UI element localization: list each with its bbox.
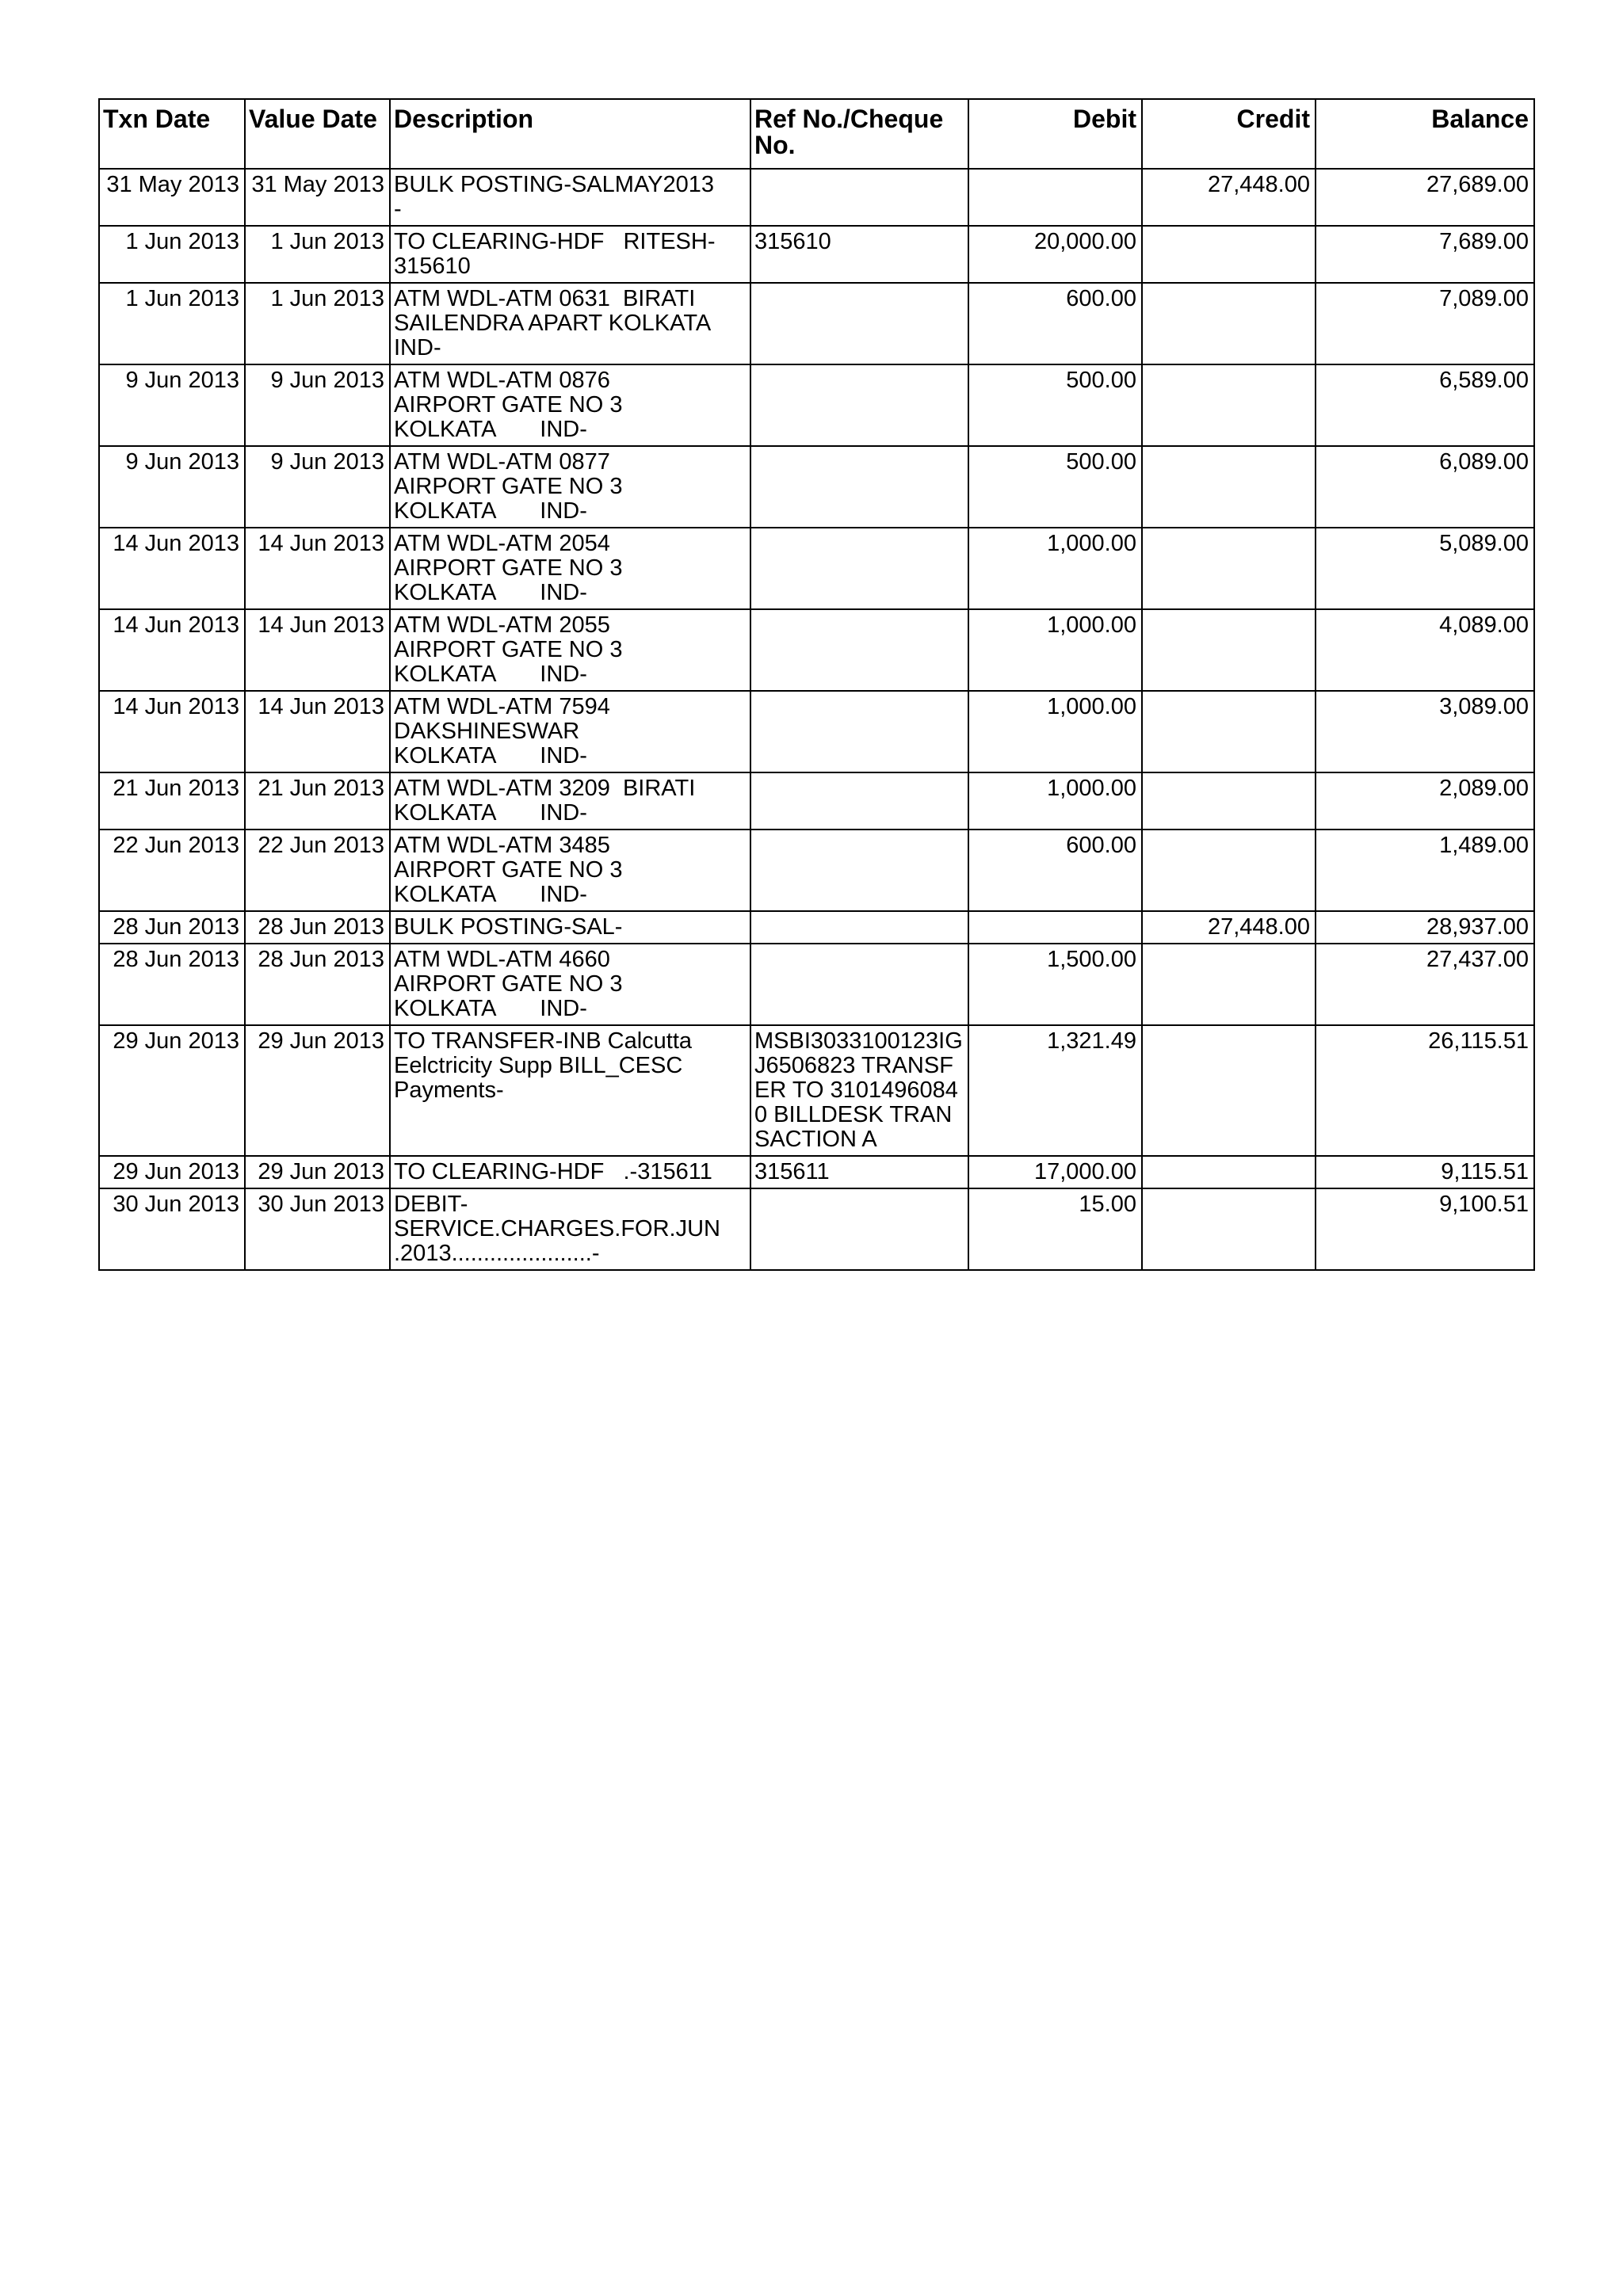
cell-txn-date: 30 Jun 2013: [99, 1188, 245, 1270]
cell-txn-date: 28 Jun 2013: [99, 944, 245, 1025]
cell-value-date: 9 Jun 2013: [245, 364, 390, 446]
cell-ref-no: MSBI3033100123IGJ6506823 TRANSFER TO 31014960840 BILLDESK TRANSACTION A: [750, 1025, 968, 1156]
cell-value-date: 22 Jun 2013: [245, 830, 390, 911]
cell-ref-no: [750, 944, 968, 1025]
cell-debit: 600.00: [968, 830, 1142, 911]
cell-txn-date: 28 Jun 2013: [99, 911, 245, 944]
cell-value-date: 28 Jun 2013: [245, 911, 390, 944]
table-row: [99, 446, 1534, 528]
table-row: [99, 830, 1534, 911]
cell-credit: 27,448.00: [1142, 911, 1316, 944]
cell-ref-no: [750, 283, 968, 364]
cell-debit: [968, 169, 1142, 226]
cell-description: DEBIT- SERVICE.CHARGES.FOR.JUN .2013......................-: [390, 1188, 750, 1270]
cell-debit: 1,000.00: [968, 691, 1142, 772]
cell-value-date: 14 Jun 2013: [245, 691, 390, 772]
header-txn-date: Txn Date: [99, 99, 245, 169]
cell-credit: [1142, 1188, 1316, 1270]
cell-balance: 28,937.00: [1316, 911, 1534, 944]
cell-credit: [1142, 1025, 1316, 1156]
cell-value-date: 9 Jun 2013: [245, 446, 390, 528]
cell-txn-date: 31 May 2013: [99, 169, 245, 226]
cell-description: ATM WDL-ATM 3209 BIRATI KOLKATA IND-: [390, 772, 750, 830]
cell-debit: 500.00: [968, 364, 1142, 446]
cell-ref-no: [750, 772, 968, 830]
header-balance: Balance: [1316, 99, 1534, 169]
cell-txn-date: 14 Jun 2013: [99, 609, 245, 691]
cell-debit: 600.00: [968, 283, 1142, 364]
cell-debit: 1,000.00: [968, 609, 1142, 691]
cell-txn-date: 9 Jun 2013: [99, 446, 245, 528]
table-row: [99, 691, 1534, 772]
cell-balance: 1,489.00: [1316, 830, 1534, 911]
cell-txn-date: 14 Jun 2013: [99, 691, 245, 772]
cell-ref-no: [750, 528, 968, 609]
transaction-table: [98, 98, 1535, 1271]
cell-ref-no: [750, 911, 968, 944]
table-row: [99, 1188, 1534, 1270]
cell-credit: [1142, 528, 1316, 609]
cell-ref-no: [750, 830, 968, 911]
cell-ref-no: [750, 446, 968, 528]
cell-credit: [1142, 772, 1316, 830]
header-value-date: Value Date: [245, 99, 390, 169]
cell-description: ATM WDL-ATM 2054 AIRPORT GATE NO 3 KOLKATA IND-: [390, 528, 750, 609]
cell-description: ATM WDL-ATM 0877 AIRPORT GATE NO 3 KOLKATA IND-: [390, 446, 750, 528]
cell-value-date: 14 Jun 2013: [245, 609, 390, 691]
cell-ref-no: [750, 364, 968, 446]
cell-description: TO CLEARING-HDF RITESH- 315610: [390, 226, 750, 283]
cell-description: ATM WDL-ATM 0876 AIRPORT GATE NO 3 KOLKATA IND-: [390, 364, 750, 446]
cell-description: ATM WDL-ATM 7594 DAKSHINESWAR KOLKATA IND-: [390, 691, 750, 772]
cell-description: BULK POSTING-SAL-: [390, 911, 750, 944]
cell-txn-date: 1 Jun 2013: [99, 283, 245, 364]
cell-debit: 17,000.00: [968, 1156, 1142, 1188]
cell-debit: 20,000.00: [968, 226, 1142, 283]
table-row: [99, 1025, 1534, 1156]
table-row: [99, 283, 1534, 364]
cell-credit: [1142, 830, 1316, 911]
cell-balance: 3,089.00: [1316, 691, 1534, 772]
cell-ref-no: [750, 169, 968, 226]
table-row: [99, 169, 1534, 226]
cell-debit: [968, 911, 1142, 944]
cell-debit: 1,500.00: [968, 944, 1142, 1025]
table-row: [99, 226, 1534, 283]
cell-txn-date: 9 Jun 2013: [99, 364, 245, 446]
cell-value-date: 1 Jun 2013: [245, 226, 390, 283]
cell-description: BULK POSTING-SALMAY2013 -: [390, 169, 750, 226]
table-row: [99, 772, 1534, 830]
cell-debit: 500.00: [968, 446, 1142, 528]
cell-ref-no: [750, 691, 968, 772]
table-header-row: [99, 99, 1534, 169]
table-row: [99, 911, 1534, 944]
cell-credit: [1142, 609, 1316, 691]
cell-txn-date: 1 Jun 2013: [99, 226, 245, 283]
table-row: [99, 1156, 1534, 1188]
cell-credit: [1142, 446, 1316, 528]
cell-credit: [1142, 283, 1316, 364]
cell-balance: 2,089.00: [1316, 772, 1534, 830]
cell-credit: [1142, 364, 1316, 446]
cell-ref-no: 315610: [750, 226, 968, 283]
cell-value-date: 29 Jun 2013: [245, 1025, 390, 1156]
cell-txn-date: 21 Jun 2013: [99, 772, 245, 830]
table-row: [99, 944, 1534, 1025]
cell-value-date: 14 Jun 2013: [245, 528, 390, 609]
cell-credit: [1142, 691, 1316, 772]
table-row: [99, 364, 1534, 446]
cell-txn-date: 29 Jun 2013: [99, 1156, 245, 1188]
cell-txn-date: 14 Jun 2013: [99, 528, 245, 609]
cell-description: TO CLEARING-HDF .-315611: [390, 1156, 750, 1188]
header-ref-no: Ref No./Cheque No.: [750, 99, 968, 169]
cell-value-date: 30 Jun 2013: [245, 1188, 390, 1270]
header-description: Description: [390, 99, 750, 169]
cell-balance: 26,115.51: [1316, 1025, 1534, 1156]
cell-credit: [1142, 1156, 1316, 1188]
cell-ref-no: [750, 609, 968, 691]
cell-ref-no: [750, 1188, 968, 1270]
cell-debit: 1,000.00: [968, 772, 1142, 830]
cell-value-date: 31 May 2013: [245, 169, 390, 226]
cell-description: ATM WDL-ATM 3485 AIRPORT GATE NO 3 KOLKATA IND-: [390, 830, 750, 911]
cell-balance: 7,089.00: [1316, 283, 1534, 364]
cell-value-date: 1 Jun 2013: [245, 283, 390, 364]
cell-debit: 1,000.00: [968, 528, 1142, 609]
cell-balance: 27,437.00: [1316, 944, 1534, 1025]
cell-value-date: 28 Jun 2013: [245, 944, 390, 1025]
cell-balance: 6,089.00: [1316, 446, 1534, 528]
cell-description: ATM WDL-ATM 2055 AIRPORT GATE NO 3 KOLKATA IND-: [390, 609, 750, 691]
cell-value-date: 21 Jun 2013: [245, 772, 390, 830]
header-debit: Debit: [968, 99, 1142, 169]
cell-balance: 4,089.00: [1316, 609, 1534, 691]
cell-balance: 9,115.51: [1316, 1156, 1534, 1188]
table-body: [99, 169, 1534, 1270]
cell-balance: 5,089.00: [1316, 528, 1534, 609]
cell-value-date: 29 Jun 2013: [245, 1156, 390, 1188]
cell-balance: 27,689.00: [1316, 169, 1534, 226]
cell-txn-date: 22 Jun 2013: [99, 830, 245, 911]
cell-balance: 7,689.00: [1316, 226, 1534, 283]
cell-credit: [1142, 944, 1316, 1025]
table-row: [99, 528, 1534, 609]
table-row: [99, 609, 1534, 691]
cell-ref-no: 315611: [750, 1156, 968, 1188]
header-credit: Credit: [1142, 99, 1316, 169]
cell-description: TO TRANSFER-INB Calcutta Eelctricity Supp BILL_CESC Payments-: [390, 1025, 750, 1156]
cell-txn-date: 29 Jun 2013: [99, 1025, 245, 1156]
cell-balance: 9,100.51: [1316, 1188, 1534, 1270]
cell-credit: 27,448.00: [1142, 169, 1316, 226]
cell-description: ATM WDL-ATM 0631 BIRATI SAILENDRA APART KOLKATA IND-: [390, 283, 750, 364]
cell-credit: [1142, 226, 1316, 283]
cell-debit: 15.00: [968, 1188, 1142, 1270]
cell-debit: 1,321.49: [968, 1025, 1142, 1156]
cell-description: ATM WDL-ATM 4660 AIRPORT GATE NO 3 KOLKATA IND-: [390, 944, 750, 1025]
cell-balance: 6,589.00: [1316, 364, 1534, 446]
